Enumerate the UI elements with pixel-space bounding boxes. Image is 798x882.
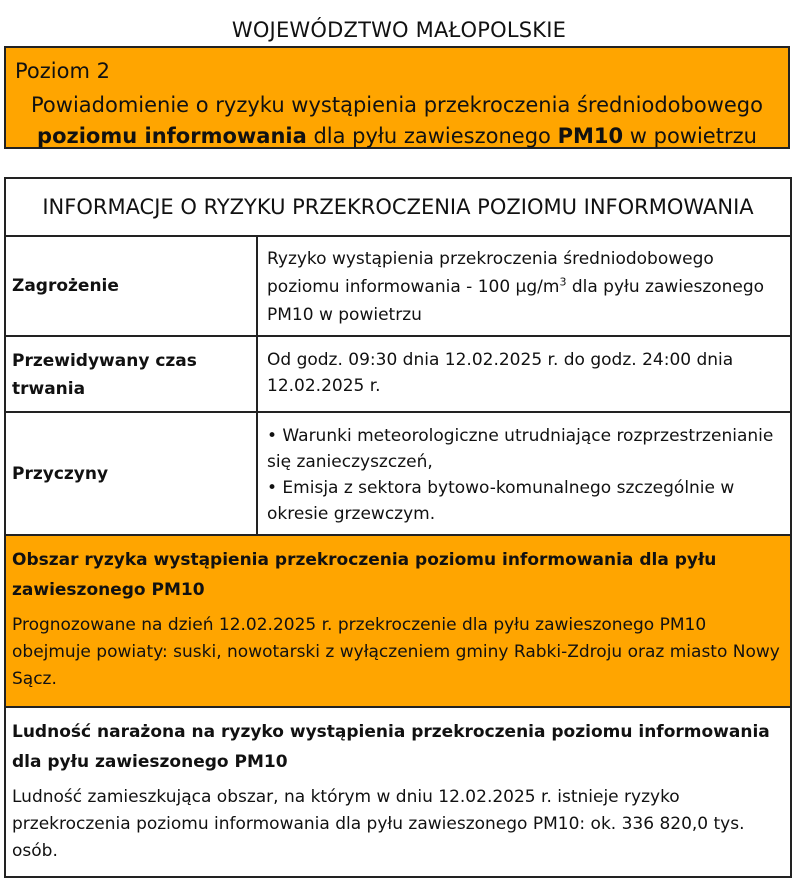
threat-value-text: Ryzyko wystąpienia przekroczenia średniodobowego poziomu informowania - 100 µg/m [267, 249, 714, 297]
region-title: WOJEWÓDZTWO MAŁOPOLSKIE [231, 18, 567, 42]
duration-value: Od godz. 09:30 dnia 12.02.2025 r. do godz. 24:00 dnia 12.02.2025 r. [267, 350, 734, 396]
table-row-threat [6, 237, 790, 337]
level-notice-box [4, 46, 790, 149]
risk-area-section [6, 536, 790, 708]
population-body: Ludność zamieszkująca obszar, na którym w dniu 12.02.2025 r. istnieje ryzyko przekroczenia poziomu informowania dla pyłu zawieszonego PM10: ok. 336 820,0 tys. osób. [12, 787, 745, 861]
threat-label: Zagrożenie [6, 237, 258, 335]
level-heading [6, 90, 788, 152]
causes-value [258, 413, 790, 534]
population-heading: Ludność narażona na ryzyko wystąpienia przekroczenia poziomu informowania dla pyłu zawieszonego PM10 [12, 722, 770, 772]
table-row-causes [6, 413, 790, 536]
level-heading-pm: PM10 [557, 124, 624, 148]
level-heading-part1: Powiadomienie o ryzyku wystąpienia przekroczenia średniodobowego [31, 93, 763, 117]
level-label: Poziom 2 [15, 59, 110, 83]
threat-value [258, 237, 790, 335]
risk-area-heading: Obszar ryzyka wystąpienia przekroczenia poziomu informowania dla pyłu zawieszonego PM10 [12, 550, 717, 600]
table-row-duration [6, 337, 790, 413]
cause-item: • Warunki meteorologiczne utrudniające rozprzestrzenianie się zanieczyszczeń, [267, 426, 774, 472]
threat-value-tail: dla pyłu zawieszonego PM10 w powietrzu [267, 277, 770, 325]
info-table [4, 177, 792, 878]
level-heading-part2: dla pyłu zawieszonego [306, 124, 558, 148]
threat-value-sup: 3 [559, 275, 567, 289]
level-heading-bold: poziomu informowania [37, 124, 307, 148]
duration-label: Przewidywany czas trwania [6, 337, 258, 411]
cause-item: • Emisja z sektora bytowo-komunalnego szczególnie w okresie grzewczym. [267, 478, 735, 524]
risk-area-body: Prognozowane na dzień 12.02.2025 r. przekroczenie dla pyłu zawieszonego PM10 obejmuje powiaty: suski, nowotarski z wyłączeniem gminy Rabki-Zdroju oraz miasto Nowy Sącz. [12, 615, 780, 689]
causes-label: Przyczyny [6, 413, 258, 534]
table-title: INFORMACJE O RYZYKU PRZEKROCZENIA POZIOMU INFORMOWANIA [6, 179, 790, 237]
population-section [6, 708, 790, 876]
level-heading-part3: w powietrzu [623, 124, 757, 148]
